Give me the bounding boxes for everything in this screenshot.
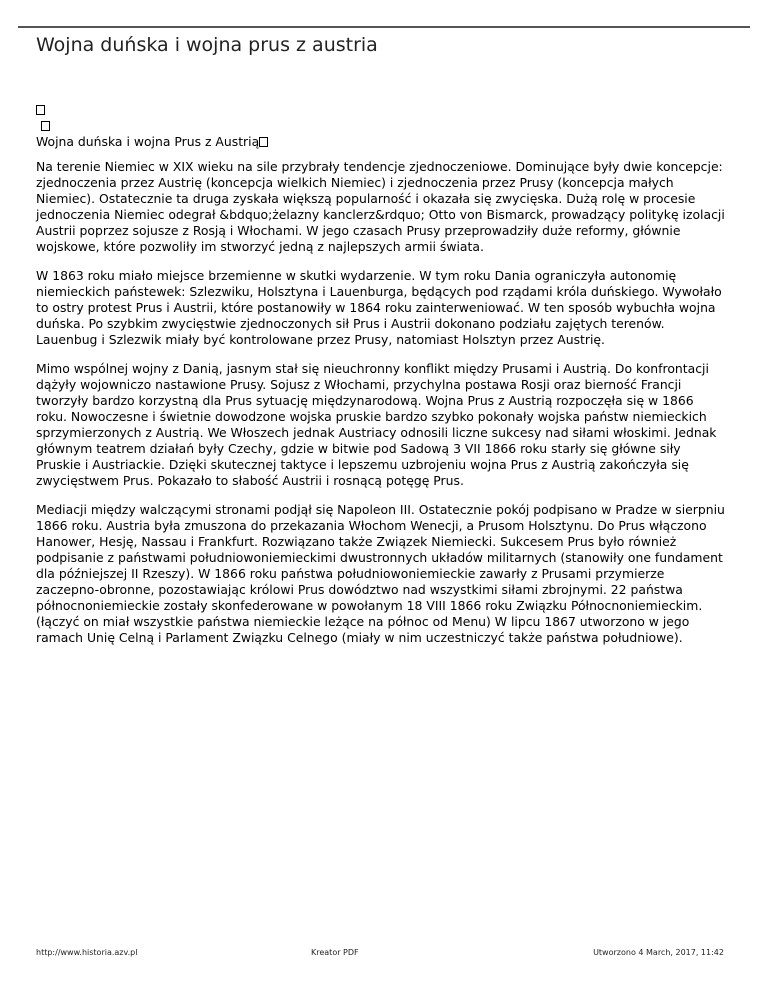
paragraph-3: Mimo wspólnej wojny z Danią, jasnym stał się nieuchronny konflikt między Prusami i Austrią. Do konfrontacji dążyły wojowniczo nastawione Prusy. Sojusz z Włochami, przychylna postawa Rosji oraz bierność Francji tworzyły bardzo korzystną dla Prus sytuację międzynarodową. Wojna Prus z Austrią rozpoczęła się w 1866 roku. Nowoczesne i świetnie dowodzone wojska pruskie bardzo szybko pokonały wojska państw niemieckich sprzymierzonych z Austrią. We Włoszech jednak Austriacy odnosili liczne sukcesy nad siłami włoskimi. Jednak głównym teatrem działań były Czechy, gdzie w bitwie pod Sadową 3 VII 1866 roku starły się główne siły Pruskie i Austriackie. Dzięki skutecznej taktyce i lepszemu uzbrojeniu wojna Prus z Austrią zakończyła się zwycięstwem Prus. Pokazało to słabość Austrii i rosnącą potęgę Prus. <box>36 361 717 488</box>
article-subtitle <box>36 134 726 150</box>
header-rule <box>18 26 750 28</box>
missing-glyph-line-2 <box>36 118 726 134</box>
missing-glyph-icon <box>259 137 268 147</box>
article-body <box>36 102 726 659</box>
missing-glyph-icon <box>41 121 50 131</box>
footer-creator: Kreator PDF <box>311 948 359 957</box>
footer-url[interactable]: http://www.historia.azv.pl <box>36 948 138 957</box>
missing-glyph-line-1 <box>36 102 726 118</box>
footer-created-date: Utworzono 4 March, 2017, 11:42 <box>593 948 724 957</box>
paragraph-1: Na terenie Niemiec w XIX wieku na sile przybrały tendencje zjednoczeniowe. Dominujące były dwie koncepcje: zjednoczenia przez Austrię (koncepcja wielkich Niemiec) i zjednoczenia przez Prusy (koncepcja małych Niemiec). Ostatecznie ta druga zyskała większą popularność i okazała się zwycięska. Dużą rolę w procesie jednoczenia Niemiec odegrał &bdquo;żelazny kanclerz&rdquo; Otto von Bismarck, prowadzący politykę izolacji Austrii poprzez sojusze z Rosją i Włochami. W jego czasach Prusy przeprowadziły duże reformy, głównie wojskowe, które pozwoliły im stworzyć jedną z najlepszych armii świata. <box>36 159 725 254</box>
missing-glyph-icon <box>36 105 45 115</box>
page-title: Wojna duńska i wojna prus z austria <box>36 34 378 56</box>
paragraph-4: Mediacji między walczącymi stronami podjął się Napoleon III. Ostatecznie pokój podpisano w Pradze w sierpniu 1866 roku. Austria była zmuszona do przekazania Włochom Wenecji, a Prusom Holsztynu. Do Prus włączono Hanower, Hesję, Nassau i Frankfurt. Rozwiązano także Związek Niemiecki. Sukcesem Prus było również podpisanie z państwami południowoniemieckimi dwustronnych układów militarnych (stanowiły one fundament dla późniejszej II Rzeszy). W 1866 roku państwa południowoniemieckie zawarły z Prusami przymierze zaczepno-obronne, pozostawiając królowi Prus dowództwo nad wszystkimi siłami zbrojnymi. 22 państwa północnoniemieckie zostały skonfederowane w powołanym 18 VIII 1866 roku Związku Północnoniemieckim.(łączyć on miał wszystkie państwa niemieckie leżące na północ od Menu) W lipcu 1867 utworzono w jego ramach Unię Celną i Parlament Związku Celnego (miały w nim uczestniczyć także państwa południowe). <box>36 502 725 645</box>
paragraph-2: W 1863 roku miało miejsce brzemienne w skutki wydarzenie. W tym roku Dania ograniczyła autonomię niemieckich państewek: Szlezwiku, Holsztyna i Lauenburga, będących pod rządami króla duńskiego. Wywołało to ostry protest Prus i Austrii, które postanowiły w 1864 roku zainterweniować. W ten sposób wybuchła wojna duńska. Po szybkim zwycięstwie zjednoczonych sił Prus i Austrii dokonano podziału zajętych terenów. Lauenbug i Szlezwik miały być kontrolowane przez Prusy, natomiast Holsztyn przez Austrię. <box>36 268 722 347</box>
article-subtitle-text: Wojna duńska i wojna Prus z Austrią <box>36 134 260 149</box>
